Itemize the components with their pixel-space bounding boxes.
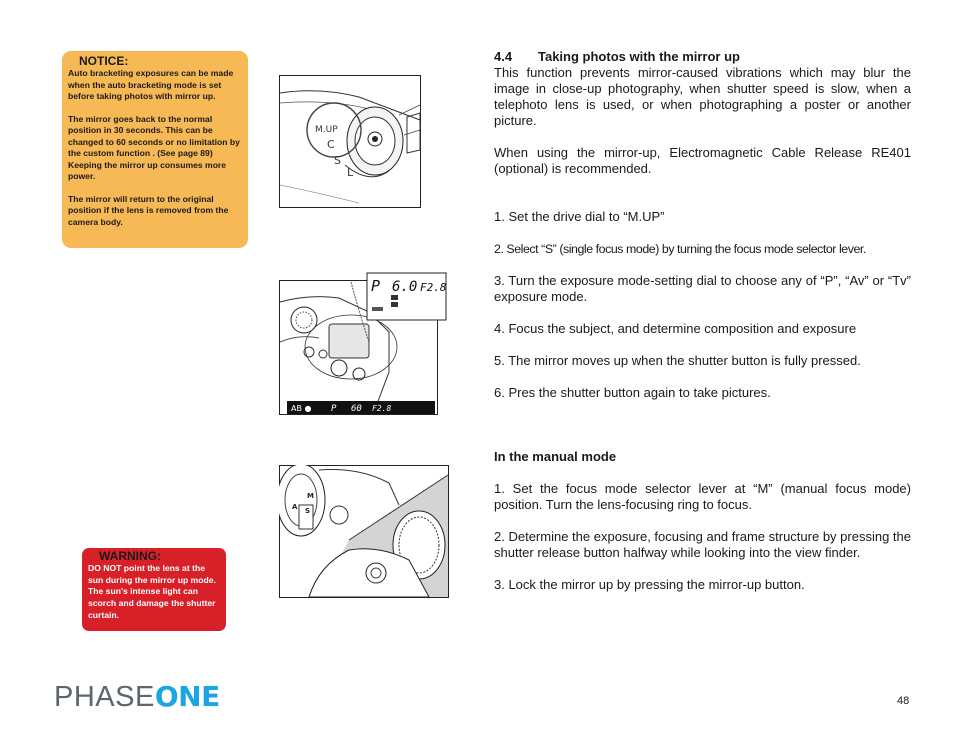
drive-dial-illustration bbox=[279, 75, 421, 208]
main-content bbox=[494, 49, 911, 593]
manual-step-1: 1. Set the focus mode selector lever at “M” (manual focus mode) position. Turn the lens-focusing ring to focus. bbox=[494, 481, 911, 512]
lcd-shutter: 6.0 bbox=[392, 279, 418, 295]
step-4: 4. Focus the subject, and determine composition and exposure bbox=[494, 321, 857, 336]
focus-lever-illustration bbox=[279, 465, 449, 598]
step-6: 6. Pres the shutter button again to take pictures. bbox=[494, 385, 771, 400]
dial-label-l: L bbox=[347, 166, 354, 179]
section-heading bbox=[494, 49, 911, 65]
cable-note: When using the mirror-up, Electromagnetic Cable Release RE401 (optional) is recommended. bbox=[494, 145, 911, 176]
section-title: Taking photos with the mirror up bbox=[538, 49, 740, 64]
step-1: 1. Set the drive dial to “M.UP” bbox=[494, 209, 665, 224]
lever-label-s: S bbox=[305, 507, 311, 515]
section-number: 4.4 bbox=[494, 49, 513, 64]
lcd-illustration bbox=[279, 272, 447, 415]
notice-box bbox=[62, 51, 248, 248]
lever-label-a: A bbox=[292, 503, 298, 511]
lever-label-m: M bbox=[307, 492, 314, 500]
notice-title: NOTICE: bbox=[79, 54, 129, 68]
page-number: 48 bbox=[897, 695, 910, 707]
manual-mode-heading: In the manual mode bbox=[494, 449, 617, 464]
dial-label-s: S bbox=[334, 154, 341, 167]
dial-label-c: C bbox=[327, 138, 335, 151]
vf-mode: P bbox=[331, 404, 337, 414]
dial-label-mup: M.UP bbox=[315, 125, 338, 135]
step-2: 2. Select “S” (single focus mode) by turning the focus mode selector lever. bbox=[494, 242, 866, 256]
notice-paragraph-1: Auto bracketing exposures can be made when the auto bracketing mode is set before taking photos with mirror up. bbox=[68, 68, 234, 101]
vf-aperture: F2.8 bbox=[372, 404, 392, 413]
lcd-mode: P bbox=[371, 277, 381, 295]
phase-one-logo bbox=[54, 682, 220, 712]
step-3: 3. Turn the exposure mode-setting dial to choose any of “P”, “Av” or “Tv” exposure mode. bbox=[494, 273, 911, 304]
lcd-aperture: F2.8 bbox=[420, 281, 447, 294]
warning-box bbox=[82, 548, 226, 631]
vf-shutter: 60 bbox=[351, 404, 362, 414]
notice-paragraph-2: The mirror goes back to the normal position in 30 seconds. This can be changed to 60 seconds or no limitation by the custom function . (See page 89) Keeping the mirror up consumes more power. bbox=[68, 113, 240, 181]
warning-text: DO NOT point the lens at the sun during the mirror up mode. The sun's intense light can scorch and damage the shutter curtain. bbox=[88, 563, 216, 620]
warning-title: WARNING: bbox=[99, 549, 161, 563]
logo-one-text: ONE bbox=[154, 680, 220, 713]
manual-step-3: 3. Lock the mirror up by pressing the mirror-up button. bbox=[494, 577, 805, 592]
logo-phase-text: PHASE bbox=[54, 681, 155, 713]
viewfinder-indicator: AB ● bbox=[291, 404, 312, 413]
section-intro: This function prevents mirror-caused vibrations which may blur the image in close-up photography, when shutter speed is slow, when a telephoto lens is used, or when photographing a poster or another picture. bbox=[494, 65, 911, 128]
notice-paragraph-3: The mirror will return to the original position if the lens is removed from the camera body. bbox=[68, 193, 229, 227]
step-5: 5. The mirror moves up when the shutter button is fully pressed. bbox=[494, 353, 861, 368]
manual-step-2: 2. Determine the exposure, focusing and frame structure by pressing the shutter release button halfway while looking into the view finder. bbox=[494, 529, 911, 560]
